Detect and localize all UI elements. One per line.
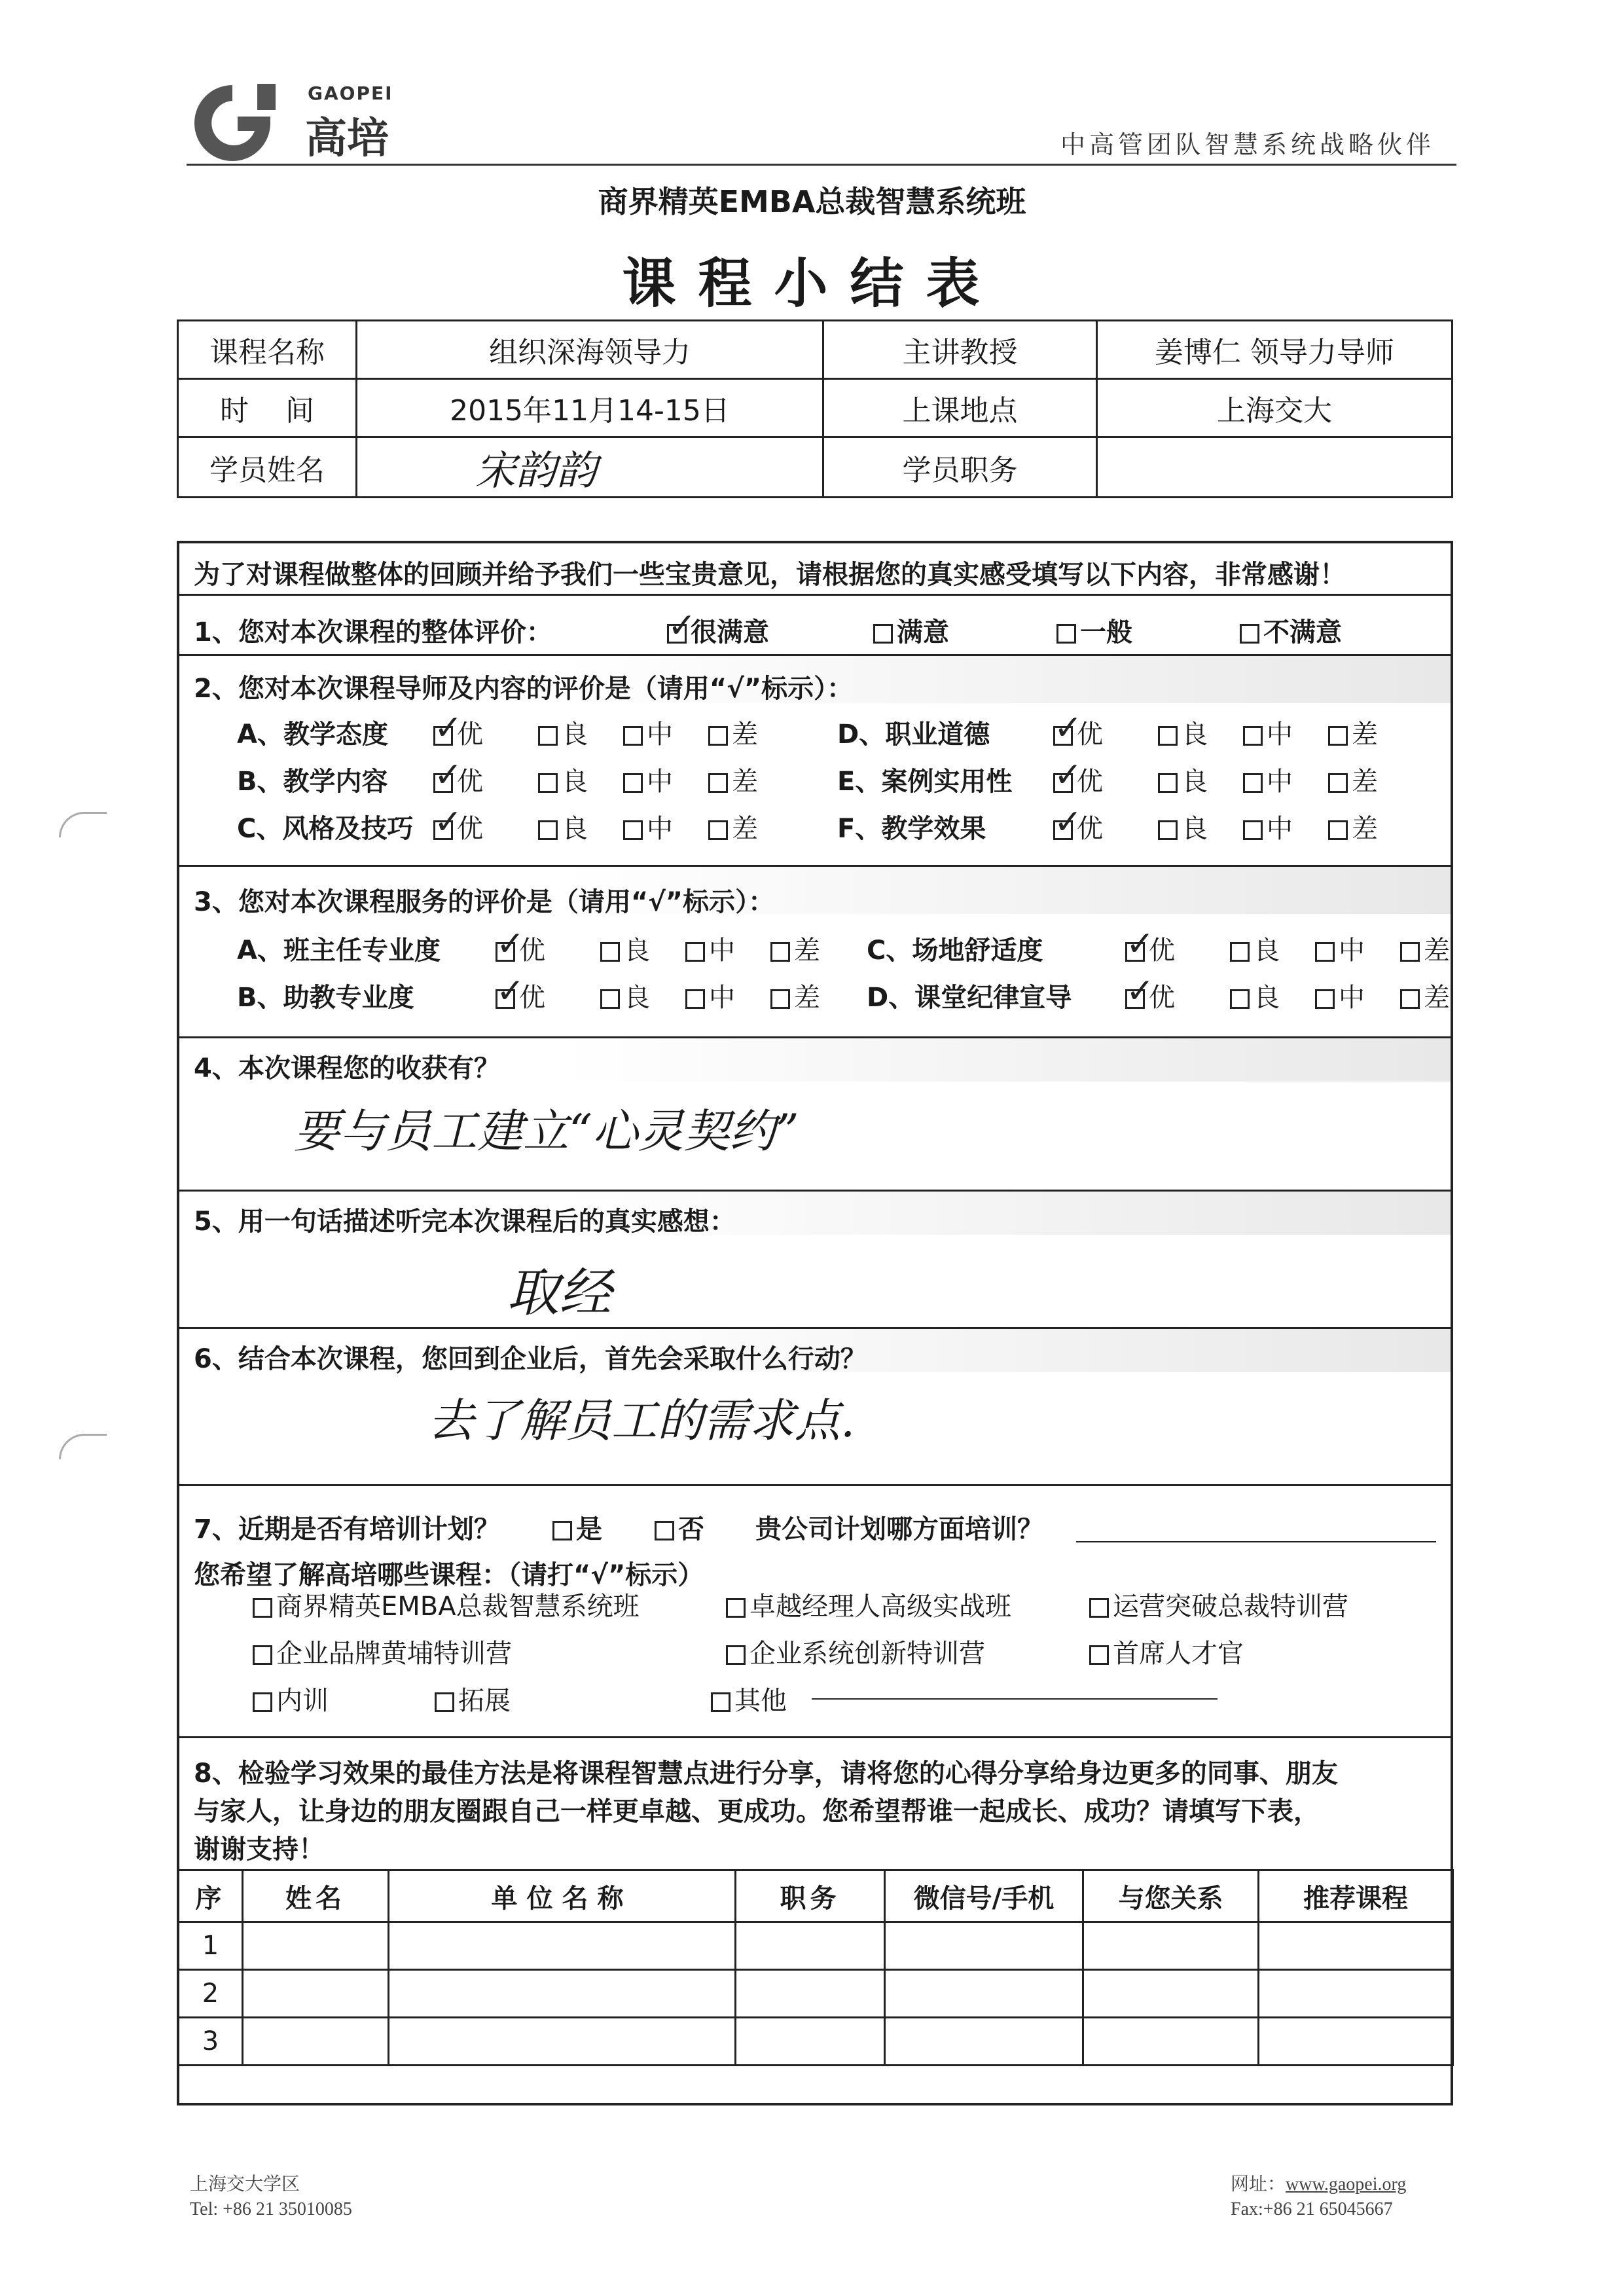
checkbox-icon[interactable] xyxy=(600,942,620,962)
row-index: 2 xyxy=(179,1970,243,2018)
rating-option[interactable]: 差 xyxy=(1400,930,1450,967)
checkbox-icon[interactable] xyxy=(538,773,558,793)
checkbox-icon[interactable] xyxy=(552,1521,572,1540)
q1-option-unsatisfied[interactable]: 不满意 xyxy=(1240,611,1342,649)
checkbox-icon[interactable] xyxy=(1315,989,1335,1009)
table-row xyxy=(179,1970,1453,2018)
footer-tel: Tel: +86 21 35010085 xyxy=(190,2199,352,2219)
checkbox-icon[interactable] xyxy=(770,942,790,962)
checked-checkbox-icon[interactable] xyxy=(1125,989,1145,1009)
footer-campus: 上海交大学区 xyxy=(190,2174,300,2195)
question-7 xyxy=(179,1486,1451,1738)
checkbox-icon[interactable] xyxy=(1243,726,1263,746)
rating-option[interactable]: 中 xyxy=(1315,977,1365,1014)
student-name-label: 学员姓名 xyxy=(178,437,357,498)
rating-label: C、场地舒适度 xyxy=(867,936,1043,966)
checkbox-icon[interactable] xyxy=(726,1645,746,1665)
rating-option[interactable]: ✓ 优 xyxy=(1053,808,1103,845)
rating-option[interactable]: 良 xyxy=(1230,930,1280,967)
checkbox-icon[interactable] xyxy=(538,820,558,840)
checkbox-icon[interactable] xyxy=(1328,726,1348,746)
q7-other-answer-line[interactable] xyxy=(812,1698,1218,1700)
rating-option[interactable]: 差 xyxy=(1328,808,1378,845)
rating-option[interactable]: 中 xyxy=(685,977,735,1014)
checkbox-icon[interactable] xyxy=(253,1645,272,1665)
time-value: 2015年11月14-15日 xyxy=(357,379,823,437)
rating-option[interactable]: 良 xyxy=(1158,714,1208,751)
course-option[interactable]: 其他 xyxy=(711,1680,787,1717)
checked-checkbox-icon[interactable] xyxy=(1053,773,1073,793)
checkbox-icon[interactable] xyxy=(435,1692,454,1712)
checkbox-icon[interactable] xyxy=(1243,820,1263,840)
place-label: 上课地点 xyxy=(823,379,1097,437)
checkbox-icon[interactable] xyxy=(873,624,893,644)
checkbox-icon[interactable] xyxy=(538,726,558,746)
q2-text: 2、您对本次课程导师及内容的评价是（请用“√”标示）： xyxy=(194,674,854,704)
q7-yes-option[interactable]: 是 xyxy=(552,1508,602,1546)
checkbox-icon[interactable] xyxy=(1328,820,1348,840)
rating-option[interactable]: 差 xyxy=(708,761,758,798)
course-option[interactable]: 运营突破总裁特训营 xyxy=(1089,1586,1348,1623)
q7-no-option[interactable]: 否 xyxy=(655,1508,704,1546)
col-relationship: 与您关系 xyxy=(1083,1870,1259,1922)
rating-option[interactable]: 中 xyxy=(623,761,673,798)
rating-option[interactable]: 良 xyxy=(538,714,588,751)
rating-label: D、职业道德 xyxy=(837,720,990,750)
rating-option[interactable]: 差 xyxy=(708,808,758,845)
checkbox-icon[interactable] xyxy=(655,1521,674,1540)
q7-plan-question: 贵公司计划哪方面培训？ xyxy=(755,1514,1043,1544)
header-divider xyxy=(187,164,1456,166)
course-option[interactable]: 拓展 xyxy=(435,1680,511,1717)
checkbox-icon[interactable] xyxy=(1089,1645,1109,1665)
footer-website-link[interactable]: www.gaopei.org xyxy=(1286,2174,1407,2195)
question-1 xyxy=(179,596,1451,656)
rating-option[interactable]: 差 xyxy=(708,714,758,751)
col-index: 序 xyxy=(179,1870,243,1922)
rating-option[interactable]: 中 xyxy=(685,930,735,967)
checked-checkbox-icon[interactable] xyxy=(433,820,453,840)
form-title: 课程小结表 xyxy=(622,253,1002,315)
q6-answer-handwritten[interactable]: 去了解员工的需求点. xyxy=(428,1394,856,1448)
checkbox-icon[interactable] xyxy=(1158,820,1178,840)
checked-checkbox-icon[interactable] xyxy=(433,726,453,746)
q6-text: 6、结合本次课程，您回到企业后，首先会采取什么行动？ xyxy=(194,1344,867,1374)
checkbox-icon[interactable] xyxy=(708,773,728,793)
footer-right xyxy=(1231,2172,1406,2222)
q4-text: 4、本次课程您的收获有？ xyxy=(194,1053,500,1084)
course-option[interactable]: 卓越经理人高级实战班 xyxy=(726,1586,1011,1623)
tagline: 中高管团队智慧系统战略伙伴 xyxy=(1060,130,1435,159)
q1-option-satisfied[interactable]: 满意 xyxy=(873,611,949,649)
rating-option[interactable]: 良 xyxy=(600,977,650,1014)
lecturer-label: 主讲教授 xyxy=(823,321,1097,379)
rating-option[interactable]: 差 xyxy=(1400,977,1450,1014)
q8-text-line1: 8、检验学习效果的最佳方法是将课程智慧点进行分享，请将您的心得分享给身边更多的同事、朋友 xyxy=(194,1758,1338,1789)
survey-intro: 为了对课程做整体的回顾并给予我们一些宝贵意见，请根据您的真实感受填写以下内容，非常感谢！ xyxy=(194,560,1346,590)
checkbox-icon[interactable] xyxy=(1089,1598,1109,1618)
lecturer-value: 姜博仁 领导力导师 xyxy=(1097,321,1453,379)
footer-web-label: 网址： xyxy=(1231,2174,1286,2195)
table-row xyxy=(179,2018,1453,2066)
checkbox-icon[interactable] xyxy=(726,1598,746,1618)
logo-english: GAOPEI xyxy=(308,82,393,104)
student-position-label: 学员职务 xyxy=(823,437,1097,498)
q1-option-very-satisfied[interactable]: ✓ 很满意 xyxy=(667,611,769,649)
q8-text-line2: 与家人，让身边的朋友圈跟自己一样更卓越、更成功。您希望帮谁一起成长、成功？请填写下表， xyxy=(194,1796,1320,1827)
rating-option[interactable]: ✓ 优 xyxy=(433,761,483,798)
q3-text: 3、您对本次课程服务的评价是（请用“√”标示）： xyxy=(194,887,775,917)
checkbox-icon[interactable] xyxy=(685,942,705,962)
checkbox-icon[interactable] xyxy=(623,820,643,840)
checked-checkbox-icon[interactable] xyxy=(667,624,687,644)
checkbox-icon[interactable] xyxy=(253,1692,272,1712)
rating-label: E、案例实用性 xyxy=(837,767,1013,797)
row-index: 1 xyxy=(179,1922,243,1970)
question-4 xyxy=(179,1038,1451,1192)
time-label: 时 间 xyxy=(178,379,357,437)
rating-label: A、教学态度 xyxy=(237,720,388,750)
rating-option[interactable]: 差 xyxy=(770,930,820,967)
footer-left xyxy=(190,2172,352,2222)
checkbox-icon[interactable] xyxy=(1328,773,1348,793)
rating-option[interactable]: 中 xyxy=(1243,808,1293,845)
checkbox-icon[interactable] xyxy=(708,726,728,746)
checkbox-icon[interactable] xyxy=(1243,773,1263,793)
rating-option[interactable]: ✓ 优 xyxy=(1125,977,1175,1014)
question-2 xyxy=(179,656,1451,867)
checkbox-icon[interactable] xyxy=(253,1598,272,1618)
rating-label: C、风格及技巧 xyxy=(237,814,414,844)
rating-option[interactable]: 中 xyxy=(1315,930,1365,967)
checked-checkbox-icon[interactable] xyxy=(433,773,453,793)
rating-option[interactable]: 差 xyxy=(1328,761,1378,798)
rating-option[interactable]: 中 xyxy=(1243,714,1293,751)
q1-text: 1、您对本次课程的整体评价： xyxy=(194,617,552,647)
course-option[interactable]: 内训 xyxy=(253,1680,329,1717)
rating-label: B、助教专业度 xyxy=(237,983,414,1013)
student-name-handwritten[interactable]: 宋韵韵 xyxy=(475,446,598,494)
col-position: 职务 xyxy=(736,1870,885,1922)
rating-option[interactable]: 良 xyxy=(538,761,588,798)
course-name-value: 组织深海领导力 xyxy=(357,321,823,379)
checked-checkbox-icon[interactable] xyxy=(1053,820,1073,840)
checkbox-icon[interactable] xyxy=(600,989,620,1009)
checkbox-icon[interactable] xyxy=(685,989,705,1009)
course-name-label: 课程名称 xyxy=(178,321,357,379)
place-value: 上海交大 xyxy=(1097,379,1453,437)
survey-section xyxy=(177,541,1453,2105)
q5-text: 5、用一句话描述听完本次课程后的真实感想： xyxy=(194,1207,736,1237)
student-position-value[interactable] xyxy=(1097,437,1453,498)
rating-option[interactable]: 良 xyxy=(538,808,588,845)
q1-option-average[interactable]: 一般 xyxy=(1056,611,1132,649)
rating-option[interactable]: ✓ 优 xyxy=(1053,714,1103,751)
rating-option[interactable]: 良 xyxy=(1158,761,1208,798)
checked-checkbox-icon[interactable] xyxy=(1125,942,1145,962)
col-wechat-phone: 微信号/手机 xyxy=(885,1870,1083,1922)
rating-option[interactable]: 良 xyxy=(1158,808,1208,845)
col-recommended-course: 推荐课程 xyxy=(1259,1870,1453,1922)
checkbox-icon[interactable] xyxy=(623,773,643,793)
rating-option[interactable]: ✓ 优 xyxy=(433,808,483,845)
q7-courses-prompt: 您希望了解高培哪些课程：（请打“√”标示） xyxy=(194,1560,704,1590)
checkbox-icon[interactable] xyxy=(1240,624,1259,644)
question-5 xyxy=(179,1192,1451,1329)
rating-option[interactable]: ✓ 优 xyxy=(496,977,545,1014)
course-option[interactable]: 商界精英EMBA总裁智慧系统班 xyxy=(253,1586,640,1623)
rating-option[interactable]: ✓ 优 xyxy=(496,930,545,967)
rating-option[interactable]: ✓ 优 xyxy=(1053,761,1103,798)
checkbox-icon[interactable] xyxy=(1056,624,1076,644)
footer-fax: Fax:+86 21 65045667 xyxy=(1231,2199,1393,2219)
rating-label: D、课堂纪律宣导 xyxy=(867,983,1072,1013)
referral-table-header xyxy=(179,1870,1453,1922)
logo-chinese: 高培 xyxy=(305,115,389,163)
rating-option[interactable]: 良 xyxy=(600,930,650,967)
col-name: 姓名 xyxy=(243,1870,389,1922)
checkbox-icon[interactable] xyxy=(1315,942,1335,962)
checkbox-icon[interactable] xyxy=(711,1692,731,1712)
rating-option[interactable]: 差 xyxy=(770,977,820,1014)
rating-option[interactable]: 差 xyxy=(1328,714,1378,751)
checkbox-icon[interactable] xyxy=(1158,773,1178,793)
course-option[interactable]: 首席人才官 xyxy=(1089,1633,1244,1670)
rating-option[interactable]: 中 xyxy=(623,808,673,845)
table-row xyxy=(179,1922,1453,1970)
rating-option[interactable]: 中 xyxy=(1243,761,1293,798)
checkbox-icon[interactable] xyxy=(1158,726,1178,746)
referral-table xyxy=(177,1869,1454,2066)
row-index: 3 xyxy=(179,2018,243,2066)
punch-hole-icon xyxy=(59,812,107,837)
survey-intro-row xyxy=(179,543,1451,596)
checkbox-icon[interactable] xyxy=(708,820,728,840)
rating-label: A、班主任专业度 xyxy=(237,936,441,966)
rating-option[interactable]: ✓ 优 xyxy=(1125,930,1175,967)
q5-answer-handwritten[interactable]: 取经 xyxy=(507,1262,611,1323)
q7-plan-answer-line[interactable] xyxy=(1076,1541,1436,1542)
punch-hole-icon xyxy=(59,1434,107,1459)
question-3 xyxy=(179,867,1451,1038)
q8-text-line3: 谢谢支持！ xyxy=(194,1834,325,1865)
rating-option[interactable]: 中 xyxy=(623,714,673,751)
rating-label: B、教学内容 xyxy=(237,767,388,797)
question-8 xyxy=(179,1738,1451,2105)
checked-checkbox-icon[interactable] xyxy=(496,942,515,962)
program-title: 商界精英EMBA总裁智慧系统班 xyxy=(598,184,1026,219)
checked-checkbox-icon[interactable] xyxy=(1053,726,1073,746)
course-info-table xyxy=(177,319,1453,498)
checkbox-icon[interactable] xyxy=(1400,942,1420,962)
col-company: 单位名称 xyxy=(389,1870,736,1922)
checkbox-icon[interactable] xyxy=(1400,989,1420,1009)
rating-option[interactable]: 良 xyxy=(1230,977,1280,1014)
q7-text: 7、近期是否有培训计划？ xyxy=(194,1514,500,1544)
checkbox-icon[interactable] xyxy=(623,726,643,746)
checked-checkbox-icon[interactable] xyxy=(496,989,515,1009)
q4-answer-handwritten[interactable]: 要与员工建立“心灵契约” xyxy=(294,1104,799,1158)
question-6 xyxy=(179,1329,1451,1486)
course-option[interactable]: 企业系统创新特训营 xyxy=(726,1633,985,1670)
checkbox-icon[interactable] xyxy=(770,989,790,1009)
course-option[interactable]: 企业品牌黄埔特训营 xyxy=(253,1633,512,1670)
rating-option[interactable]: ✓ 优 xyxy=(433,714,483,751)
rating-label: F、教学效果 xyxy=(837,814,986,844)
checkbox-icon[interactable] xyxy=(1230,942,1250,962)
checkbox-icon[interactable] xyxy=(1230,989,1250,1009)
